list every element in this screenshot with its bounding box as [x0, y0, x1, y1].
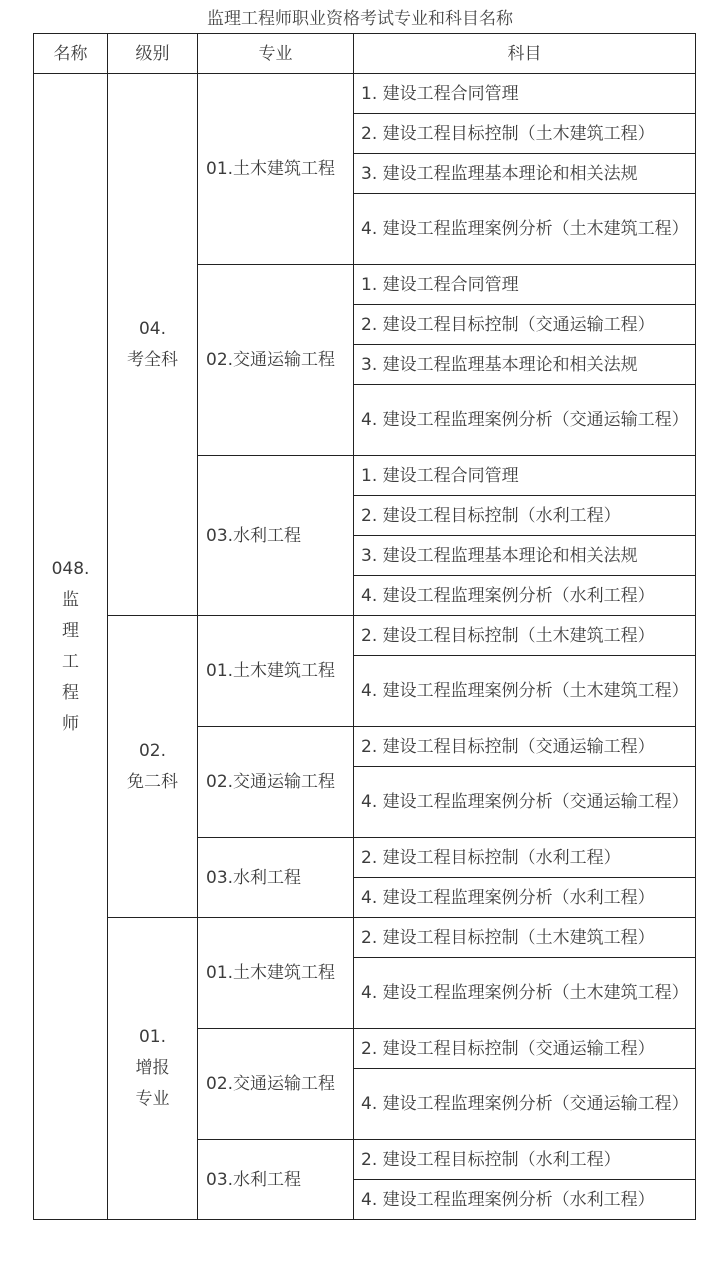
qualification-char: 理: [62, 620, 79, 641]
subject-cell: 4. 建设工程监理案例分析（土木建筑工程）: [354, 194, 696, 265]
header-row: [34, 34, 696, 74]
header-level: 级别: [108, 34, 198, 74]
subject-cell: 3. 建设工程监理基本理论和相关法规: [354, 154, 696, 194]
level-code: 04.: [138, 318, 167, 339]
table-row: [34, 74, 696, 114]
subject-cell: 4. 建设工程监理案例分析（土木建筑工程）: [354, 656, 696, 727]
level-label: 免二科: [127, 771, 178, 792]
level-cell-full: [108, 74, 198, 616]
subject-cell: 4. 建设工程监理案例分析（水利工程）: [354, 1180, 696, 1220]
subject-cell: 4. 建设工程监理案例分析（交通运输工程）: [354, 385, 696, 456]
major-cell: 02.交通运输工程: [198, 727, 354, 838]
major-cell: 01.土木建筑工程: [198, 616, 354, 727]
major-cell: 03.水利工程: [198, 1140, 354, 1220]
exam-subjects-table: [33, 33, 696, 1220]
header-name: 名称: [34, 34, 108, 74]
subject-cell: 1. 建设工程合同管理: [354, 456, 696, 496]
qualification-name-cell: [34, 74, 108, 1220]
table-title: 监理工程师职业资格考试专业和科目名称: [207, 9, 513, 29]
subject-cell: 2. 建设工程目标控制（交通运输工程）: [354, 305, 696, 345]
level-code: 02.: [138, 740, 167, 761]
qualification-char: 师: [62, 713, 79, 734]
major-cell: 02.交通运输工程: [198, 1029, 354, 1140]
subject-cell: 1. 建设工程合同管理: [354, 265, 696, 305]
level-code: 01.: [138, 1027, 167, 1047]
qualification-char: 工: [62, 651, 79, 672]
subject-cell: 4. 建设工程监理案例分析（交通运输工程）: [354, 767, 696, 838]
subject-cell: 2. 建设工程目标控制（土木建筑工程）: [354, 114, 696, 154]
subject-cell: 3. 建设工程监理基本理论和相关法规: [354, 536, 696, 576]
subject-cell: 2. 建设工程目标控制（交通运输工程）: [354, 727, 696, 767]
major-cell: 01.土木建筑工程: [198, 74, 354, 265]
major-cell: 03.水利工程: [198, 456, 354, 616]
subject-cell: 2. 建设工程目标控制（交通运输工程）: [354, 1029, 696, 1069]
table-row: [34, 918, 696, 958]
subject-cell: 1. 建设工程合同管理: [354, 74, 696, 114]
subject-cell: 2. 建设工程目标控制（水利工程）: [354, 1140, 696, 1180]
qualification-char: 程: [62, 682, 79, 703]
subject-cell: 4. 建设工程监理案例分析（水利工程）: [354, 576, 696, 616]
major-cell: 02.交通运输工程: [198, 265, 354, 456]
subject-cell: 2. 建设工程目标控制（土木建筑工程）: [354, 918, 696, 958]
subject-cell: 2. 建设工程目标控制（水利工程）: [354, 496, 696, 536]
level-cell-additional: [108, 918, 198, 1220]
level-label-line2: 专业: [135, 1089, 170, 1109]
subject-cell: 3. 建设工程监理基本理论和相关法规: [354, 345, 696, 385]
major-cell: 01.土木建筑工程: [198, 918, 354, 1029]
header-subject: 科目: [354, 34, 696, 74]
header-major: 专业: [198, 34, 354, 74]
level-cell-exempt: [108, 616, 198, 918]
major-cell: 03.水利工程: [198, 838, 354, 918]
level-label: 考全科: [127, 349, 178, 370]
qualification-code: 048.: [51, 558, 90, 579]
subject-cell: 4. 建设工程监理案例分析（土木建筑工程）: [354, 958, 696, 1029]
subject-cell: 2. 建设工程目标控制（水利工程）: [354, 838, 696, 878]
subject-cell: 2. 建设工程目标控制（土木建筑工程）: [354, 616, 696, 656]
level-label: 增报: [135, 1058, 170, 1078]
table-row: [34, 616, 696, 656]
qualification-char: 监: [62, 589, 79, 610]
subject-cell: 4. 建设工程监理案例分析（交通运输工程）: [354, 1069, 696, 1140]
subject-cell: 4. 建设工程监理案例分析（水利工程）: [354, 878, 696, 918]
